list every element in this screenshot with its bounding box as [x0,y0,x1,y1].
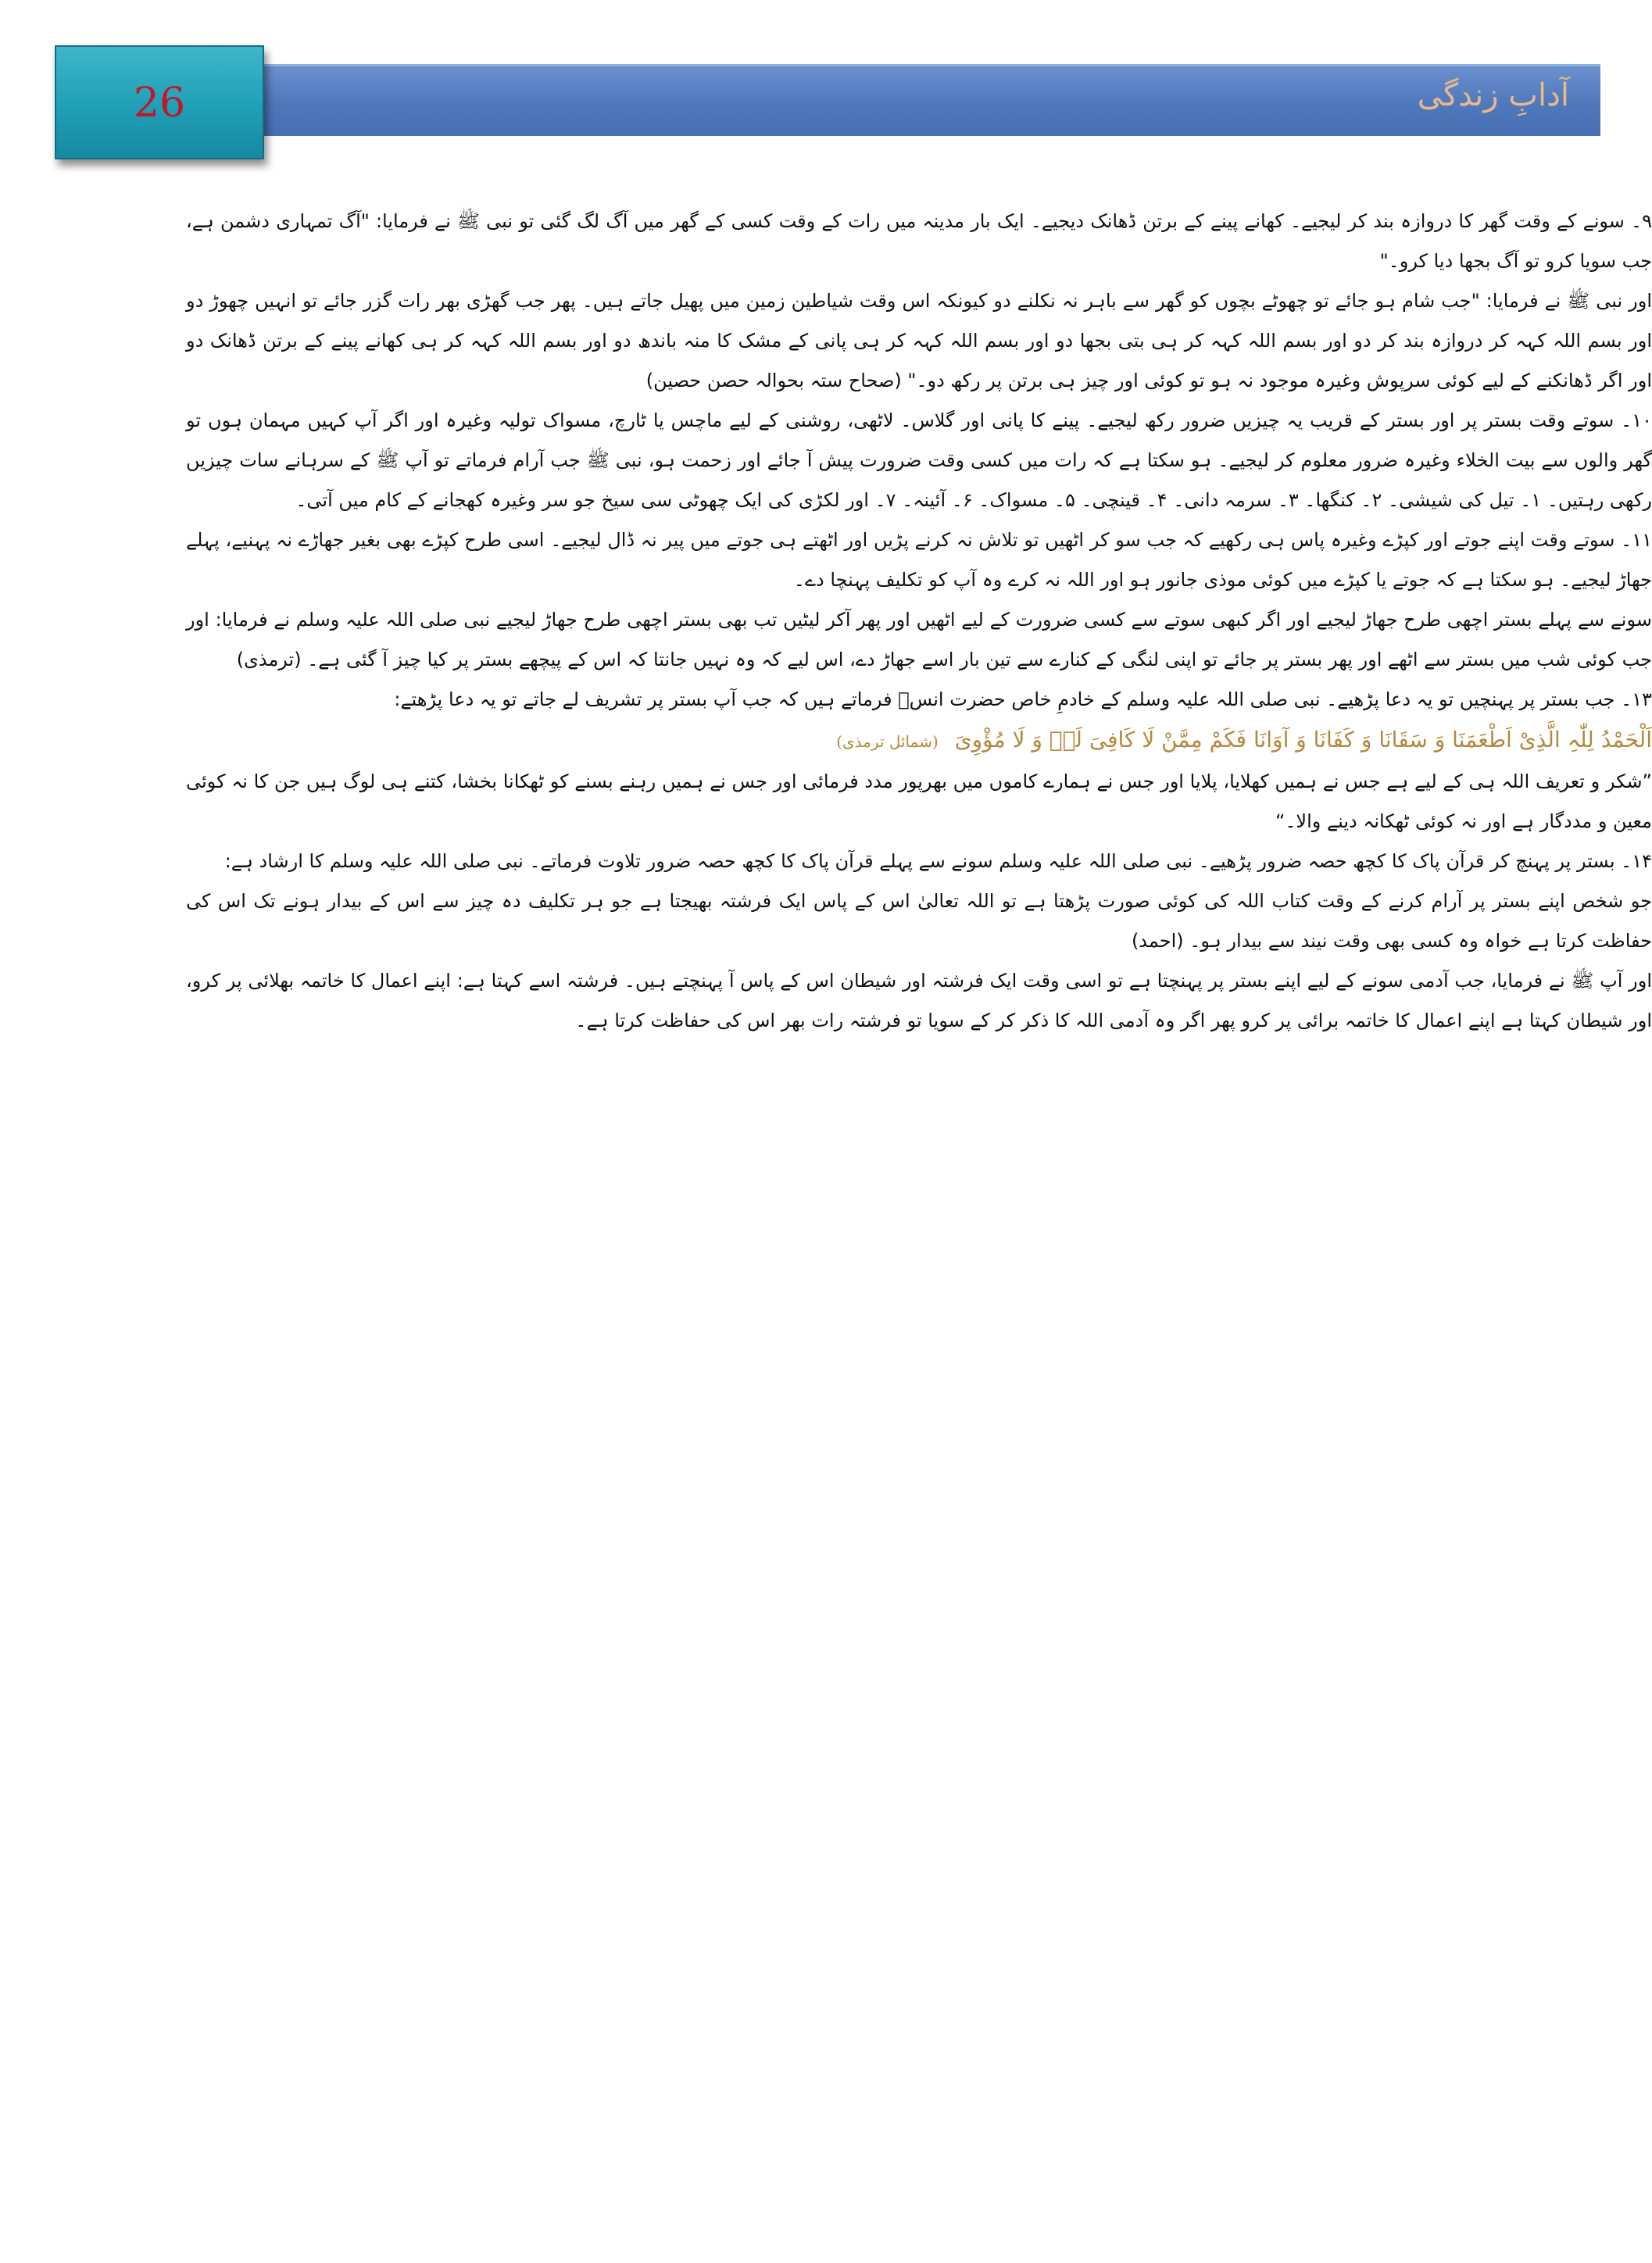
paragraph-10: ۱۰۔ سوتے وقت بستر پر اور بستر کے قریب یہ چیزیں ضرور رکھ لیجیے۔ پینے کا پانی اور گلاس۔ لاٹھی، روشنی کے لیے ماچس یا ٹارچ، مسواک تولیہ وغیرہ اور اگر آپ کہیں مہمان ہوں تو گھر والوں سے بیت الخلاء وغیرہ ضرور معلوم کر لیجیے۔ ہو سکتا ہے کہ رات میں کسی وقت ضرورت پیش آ جائے اور زحمت ہو، نبی ﷺ جب آرام فرماتے تو آپ ﷺ کے سرہانے سات چیزیں رکھی رہتیں۔ ۱۔ تیل کی شیشی۔ ۲۔ کنگھا۔ ۳۔ سرمہ دانی۔ ۴۔ قینچی۔ ۵۔ مسواک۔ ۶۔ آئینہ۔ ۷۔ اور لکڑی کی ایک چھوٹی سی سیخ جو سر وغیرہ کھجانے کے کام میں آتی۔ [186,409,1652,511]
paragraph-9b: اور نبی ﷺ نے فرمایا: "جب شام ہو جائے تو چھوٹے بچوں کو گھر سے باہر نہ نکلنے دو کیونکہ اس وقت شیاطین زمین میں پھیل جاتے ہیں۔ پھر جب گھڑی بھر رات گزر جائے تو انہیں چھوڑ دو اور بسم اللہ کہہ کر دروازہ بند کر دو اور بسم اللہ کہہ کر ہی بتی بجھا دو اور بسم اللہ کہہ کر ہی پانی کے مشک کا منہ باندھ دو اور بسم اللہ کہہ کر ہی کھانے پینے کے برتن ڈھانک دو اور اگر ڈھانکنے کے لیے کوئی سرپوش وغیرہ موجود نہ ہو تو کوئی اور چیز ہی برتن پر رکھ دو۔" (صحاح ستہ بحوالہ حصن حصین) [186,290,1652,391]
paragraph-11: ۱۱۔ سوتے وقت اپنے جوتے اور کپڑے وغیرہ پاس ہی رکھیے کہ جب سو کر اٹھیں تو تلاش نہ کرنے پڑیں اور اٹھتے ہی جوتے میں پیر نہ ڈال لیجیے۔ اسی طرح کپڑے بھی بغیر جھاڑے نہ پہنیے، پہلے جھاڑ لیجیے۔ ہو سکتا ہے کہ جوتے یا کپڑے میں کوئی موذی جانور ہو اور اللہ نہ کرے وہ آپ کو تکلیف پہنچا دے۔ [186,529,1652,591]
paragraph-13: ۱۳۔ جب بستر پر پہنچیں تو یہ دعا پڑھیے۔ نبی صلی اللہ علیہ وسلم کے خادمِ خاص حضرت انسؓ فرماتے ہیں کہ جب آپ بستر پر تشریف لے جاتے تو یہ دعا پڑھتے: [394,688,1652,710]
paragraph-12: سونے سے پہلے بستر اچھی طرح جھاڑ لیجیے اور اگر کبھی سوتے سے کسی ضرورت کے لیے اٹھیں اور پھر آکر لیٹیں تب بھی بستر اچھی طرح جھاڑ لیجیے نبی صلی اللہ علیہ وسلم نے فرمایا: اور جب کوئی شب میں بستر سے اٹھے اور پھر بستر پر جائے تو اپنی لنگی کے کنارے سے تین بار اسے جھاڑ دے، اس لیے کہ وہ نہیں جانتا کہ اس کے پیچھے بستر پر کیا چیز آ گئی ہے۔ (ترمذی) [186,609,1652,670]
paragraph-14c: اور آپ ﷺ نے فرمایا، جب آدمی سونے کے لیے اپنے بستر پر پہنچتا ہے تو اسی وقت ایک فرشتہ اور شیطان اس کے پاس آ پہنچتے ہیں۔ فرشتہ اسے کہتا ہے: اپنے اعمال کا خاتمہ بھلائی پر کرو، اور شیطان کہتا ہے اپنے اعمال کا خاتمہ برائی پر کرو پھر اگر وہ آدمی اللہ کا ذکر کر کے سویا تو فرشتہ رات بھر اس کی حفاظت کرتا ہے۔ [186,970,1652,1031]
paragraph-14: ۱۴۔ بستر پر پہنچ کر قرآن پاک کا کچھ حصہ ضرور پڑھیے۔ نبی صلی اللہ علیہ وسلم سونے سے پہلے قرآن پاک کا کچھ حصہ ضرور تلاوت فرماتے۔ نبی صلی اللہ علیہ وسلم کا ارشاد ہے: [224,850,1652,872]
book-title: آدابِ زندگی [1417,77,1569,113]
paragraph-9: ۹۔ سونے کے وقت گھر کا دروازہ بند کر لیجیے۔ کھانے پینے کے برتن ڈھانک دیجیے۔ ایک بار مدینہ میں رات کے وقت کسی کے گھر میں آگ لگ گئی تو نبی ﷺ نے فرمایا: "آگ تمہاری دشمن ہے، جب سویا کرو تو آگ بجھا دیا کرو۔" [186,210,1652,272]
dua-arabic: اَلْحَمْدُ لِلّٰہِ الَّذِیْ اَطْعَمَنَا وَ سَقَانَا وَ کَفَانَا وَ آوَانَا فَکَمْ مِمَّنْ لَا کَافِیَ لَہٗ وَ لَا مُؤْوِیَ [954,727,1652,753]
page-number-box [55,45,264,159]
page-content [186,202,1652,1041]
dua-translation: ”شکر و تعریف اللہ ہی کے لیے ہے جس نے ہمیں کھلایا، پلایا اور جس نے ہمارے کاموں میں بھرپور مدد فرمائی اور جس نے ہمیں رہنے بسنے کو ٹھکانا بخشا، کتنے ہی لوگ ہیں جن کا نہ کوئی معین و مددگار ہے اور نہ کوئی ٹھکانہ دینے والا۔“ [186,770,1652,832]
dua-verse [186,720,1652,762]
dua-reference: (شمائل ترمذی) [836,732,939,751]
paragraph-14b: جو شخص اپنے بستر پر آرام کرنے کے وقت کتاب اللہ کی کوئی صورت پڑھتا ہے تو اللہ تعالیٰ اس کے پاس ایک فرشتہ بھیجتا ہے جو ہر تکلیف دہ چیز سے اس کے بیدار ہونے تک اس کی حفاظت کرتا ہے خواہ وہ کسی بھی وقت نیند سے بیدار ہو۔ (احمد) [186,890,1652,952]
page-number: 26 [133,80,186,127]
header-bar [152,64,1600,136]
